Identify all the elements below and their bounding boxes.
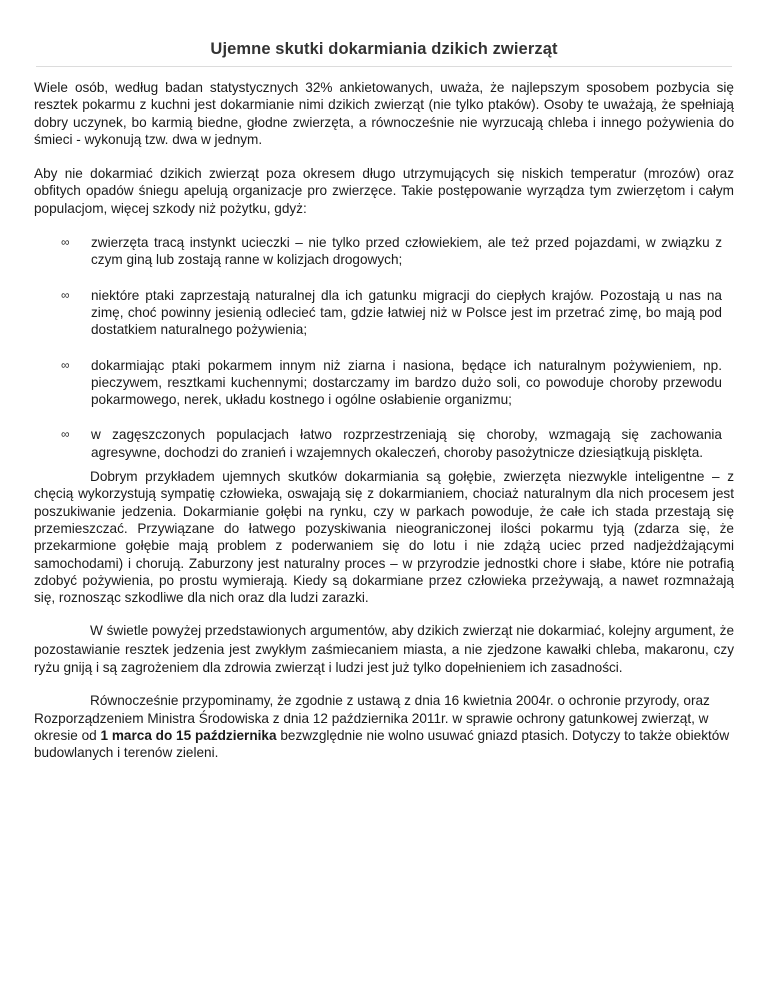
list-item-text: dokarmiając ptaki pokarmem innym niż ziarna i nasiona, będące ich naturalnym pożywieniem, np. pieczywem, resztkami kuchennymi; dostarczamy im bardzo dużo soli, co powoduje choroby przewodu pokarmowego, nerek, układu kostnego i ogólne osłabienie organizmu; [91,357,722,408]
paragraph-legal-notice [34,692,734,761]
list-item [34,234,734,269]
list-item [34,287,734,339]
infinity-bullet-icon: ∞ [61,427,70,442]
paragraph-intro: Wiele osób, według badan statystycznych 32% ankietowanych, uważa, że najlepszym sposobem pozbycia się resztek pokarmu z kuchni jest dokarmianie nimi dzikich zwierząt (nie tylko ptaków). Osoby te uważają, że spełniają dobry uczynek, bo karmią biedne, głodne zwierzęta, a równocześnie nie wyrzucają chleba i innego pożywienia do śmieci - wykonują tzw. dwa w jednym. [34,80,734,147]
reasons-list [34,234,734,461]
document-body [34,79,734,779]
infinity-bullet-icon: ∞ [61,357,70,372]
list-item [34,426,734,461]
paragraph-conclusion: W świetle powyżej przedstawionych argumentów, aby dzikich zwierząt nie dokarmiać, kolejny argument, że pozostawianie resztek jedzenia jest zwykłym zaśmiecaniem miasta, a nie zjedzone kawałki chleba, makaronu, czy ryżu gniją i są zagrożeniem dla zdrowia zwierząt i ludzi jest już tylko dopełnieniem ich zasadności. [34,623,734,676]
title-container [36,40,732,59]
legal-notice-text-start: Równocześnie przypominamy, że zgodnie z ustawą z dnia 16 kwietnia 2004r. o ochronie przyrody, oraz Rozporządzeniem Ministra Środowiska z dnia 12 października 2011r. w sprawie ochrony gatunkowej zwierząt, w okresie od [34,693,710,743]
document-title: Ujemne skutki dokarmiania dzikich zwierząt [210,40,558,58]
list-item-text: w zagęszczonych populacjach łatwo rozprzestrzeniają się choroby, wzmagają się zachowania agresywne, dochodzi do zranień i wzajemnych okaleczeń, choroby pasożytnicze dziesiątkują pisklęta. [91,427,722,460]
infinity-bullet-icon: ∞ [61,287,70,302]
title-divider [36,66,732,67]
list-item [34,357,734,409]
paragraph-appeal: Aby nie dokarmiać dzikich zwierząt poza okresem długo utrzymujących się niskich temperatur (mrozów) oraz obfitych opadów śniegu apelują organizacje pro zwierzęce. Takie postępowanie wyrządza tym zwierzętom i całym populacjom, więcej szkody niż pożytku, gdyż: [34,166,734,216]
paragraph-pigeons: Dobrym przykładem ujemnych skutków dokarmiania są gołębie, zwierzęta niezwykle inteligentne – z chęcią wykorzystują sympatię człowieka, oswajają się z dokarmianiem, chociaż naturalnym dla nich procesem jest poszukiwanie jedzenia. Dokarmianie gołębi na rynku, czy w parkach powoduje, że całe ich stada przestają się przemieszczać. Przywiązane do łatwego pozyskiwania nieograniczonej ilości pokarmu tyją (zdarza się, że przekarmione gołębie mają problem z poderwaniem się do lotu i nie zdążą uciec przed nadjeżdżającymi samochodami) i chorują. Zaburzony jest naturalny proces – w przyrodzie jednostki chore i słabe, które nie potrafią zdobyć pożywienia, po prostu wymierają. Kiedy są dokarmiane przez człowieka przeżywają, a nawet rozmnażają się, roznosząc szkodliwe dla nich oraz dla ludzi zarazki. [34,469,734,606]
protected-period: 1 marca do 15 października [100,727,277,743]
list-item-text: niektóre ptaki zaprzestają naturalnej dla ich gatunku migracji do ciepłych krajów. Pozostają u nas na zimę, choć powinny jesienią odlecieć tam, gdzie łatwiej niż w Polsce jest im przetrać zimę, bo mają pod dostatkiem naturalnego pożywienia; [91,287,722,338]
legal-notice-text-end: bezwzględnie nie wolno usuwać gniazd ptasich. Dotyczy to także obiektów budowlanych i terenów zieleni. [34,727,730,761]
infinity-bullet-icon: ∞ [61,235,70,250]
list-item-text: zwierzęta tracą instynkt ucieczki – nie tylko przed człowiekiem, ale też przed pojazdami, w związku z czym giną lub zostają ranne w kolizjach drogowych; [91,235,722,268]
